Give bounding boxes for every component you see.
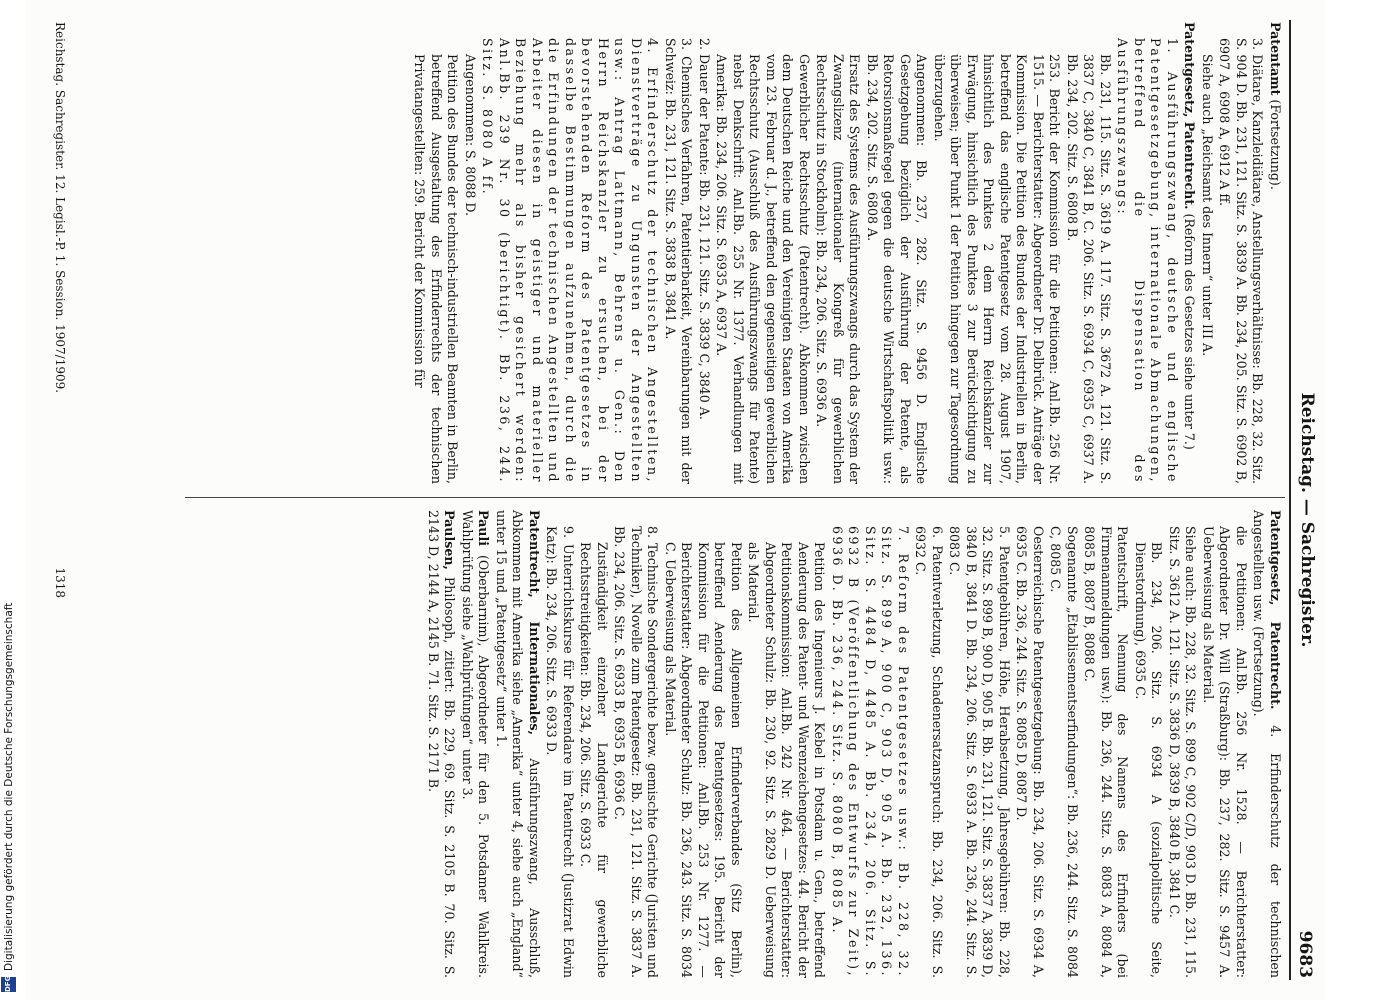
index-entry: Siehe auch „Reichsamt des Innern“ unter III A. (1200, 54, 1215, 357)
index-entry: 1. Ausführungszwang, deutsche und englische Patentgesetzgebung, internationale Abmachungen, betreffend die Dispensation des Ausführungszwangs: (1115, 38, 1180, 484)
index-entry: 253. Bericht der Kommission für die Petitionen: Anl.Bb. 256 Nr. 1515. — Berichterstatter: Abgeordneter Dr. Delbrück. Anträge der Kommission. Die Petition des Bundes der Industriellen in Berlin, betreffend das englische Patentgesetz vom 28. August 1907, hinsichtlich des Punktes 2 dem Herrn Reichskanzler zur Erwägung, hinsichtlich des Punktes 3 zur Berücksichtigung zu überweisen; über Punkt 1 der Petition hingegen zur Tagesordnung überzugehen. (932, 54, 1063, 484)
index-entry: 4. Erfinderschutz der technischen Angestellten, Dienstverträge zu Ungunsten der Angestellten usw.: Antrag Lattmann, Behrens u. Gen.: Den Herrn Reichskanzler zu ersuchen, bei der bevorstehenden Reform des Patentgesetzes in dasselbe Bestimmungen aufzunehmen, durch die die Erfindungen der technischen Angestellten und Arbeiter diesen in geistiger und materieller Beziehung mehr als bisher gesichert werden: Anl.Bb. 239 Nr. 30 (berichtigt). Bb. 236, 244. Sitz. S. 8080 A ff. (480, 38, 661, 484)
dfg-funding-note (1, 603, 16, 992)
index-entry: Zuständigkeit einzelner Landgerichte für gewerbliche Rechtsstreitigkeiten: Bb. 234, 206. Sitz. S. 6933 C. (578, 542, 610, 978)
index-entry: die Petitionen: Anl.Bb. 256 Nr. 1528. — Berichterstatter: Abgeordneter Dr. Will (Straßburg): Bb. 237, 282. Sitz. S. 9457 A. Ueberweisung als Material. (1201, 526, 1249, 978)
right-column (424, 510, 1284, 978)
index-entry: 5. Patentgebühren, Höhe, Herabsetzung, Jahresgebühren: Bb. 228, 32. Sitz. S. 899 B, 900 D, 905 B. Bb. 231, 121. Sitz. S. 3837 A, 3839 D, 3840 B, 3841 D. Bb. 234, 206. Sitz. S. 6933 A. Bb. 236, 244. Sitz. S. 8083 C. (947, 526, 1012, 978)
column-divider (185, 497, 1285, 498)
entry-keyword: Patentrecht, Internationales, (527, 510, 542, 735)
header-rule (1290, 20, 1292, 980)
index-entry: 9. Unterrichtskurse für Referendare im Patentrecht (Justizrat Edwin Katz): Bb. 234, 206. Sitz. S. 6933 D. (544, 526, 576, 978)
footer-sheet-number: 1318 (53, 567, 67, 598)
entry-keyword: Pauli (476, 510, 492, 547)
index-entry: Sogenannte „Etablissementserfindungen“: Bb. 236, 244. Sitz. S. 8084 C, 8085 C. (1048, 526, 1080, 978)
index-entry: Oesterreichische Patentgesetzgebung: Bb. 234, 206. Sitz. S. 6934 A, 6935 C. Bb. 236, 244. Sitz. S. 8085 D, 8087 D. (1014, 526, 1046, 978)
entry-keyword: Patentgesetz, Patentrecht. (1182, 22, 1198, 210)
page-number: 9683 (1295, 930, 1315, 978)
index-entry: 6. Patentverletzung, Schadenersatzanspruch: Bb. 234, 206. Sitz. S. 6932 C. (913, 526, 945, 978)
rotated-page (25, 0, 1325, 1000)
index-entry: Petition des Ingenieurs J. Kebel in Potsdam u. Gen., betreffend Aenderung des Patent- und Warenzeichengesetzes: 44. Bericht der Petitionskommission: Anl.Bb. 242 Nr. 464. — Berichterstatter: Abgeordneter Schulz: Bb. 230, 92. Sitz. S. 2829 D. Ueberweisung als Material. (746, 542, 828, 978)
index-entry: Patentamt (Fortsetzung). (1268, 22, 1283, 190)
index-entry: Bb. 234, 206. Sitz. S. 6934 A (sozialpolitische Seite, Dienstordnung), 6935 C. (1133, 542, 1165, 978)
index-entry: Patentrecht, Internationales, Ausführungszwang, Ausschluß, Abkommen mit Amerika siehe „Amerika“ unter 4, siehe auch „England“ unter 15 und „Patentgesetz“ unter 1. (494, 510, 542, 978)
entry-keyword: Patentamt (1268, 22, 1283, 96)
footer-publication: Reichstag. Sachregister. 12. Legisl.-P. 1. Session. 1907/1909. (53, 22, 67, 394)
index-entry: Patentgesetz, Patentrecht. (Reform des Gesetzes siehe unter 7.) (1182, 22, 1198, 450)
index-entry: Petition des Bundes der technisch-industriellen Beamten in Berlin, betreffend Ausgestaltung des Erfinderrechts der technischen Privatangestellten: 259. Bericht der Kommission für (412, 54, 461, 484)
index-entry: Gewerblicher Rechtsschutz (Patentrecht). Abkommen zwischen dem Deutschen Reiche und den Vereinigten Staaten von Amerika vom 23. Februar d. J., betreffend den gegenseitigen gewerblichen Rechtsschutz (Ausschluß des Ausführungszwangs für Patente) nebst Denkschrift: Anl.Bb. 255 Nr. 1377. Verhandlungen mit Amerika: Bb. 234, 206. Sitz. S. 6935 A, 6937 A. (714, 54, 812, 484)
index-entry: Petition des Allgemeinen Erfinderverbandes (Sitz Berlin), betreffend Aenderung des Patentgesetzes: 195. Bericht der Kommission für die Petitionen: Anl.Bb. 253 Nr. 1277. — Berichterstatter: Abgeordneter Schulz: Bb. 236, 243. Sitz. S. 8034 C. Ueberweisung als Material. (663, 542, 744, 978)
index-entry: Pauli (Oberbarnim), Abgeordneter für den 5. Potsdamer Wahlkreis. Wahlprüfung siehe „Wahlprüfungen“ unter 3. (460, 510, 492, 978)
index-entry: 8. Technische Sondergerichte bezw. gemischte Gerichte (Juristen und Techniker), Novelle zum Patentgesetz: Bb. 231, 121. Sitz. S. 3837 A. Bb. 234, 206. Sitz. S. 6933 B, 6935 B, 6936 C. (612, 526, 661, 978)
index-entry: Paulsen, Philosoph, zitiert: Bb. 229, 69. Sitz. S. 2105 B. 70. Sitz. S. 2143 D, 2144 A, 2145 B. 71. Sitz. S. 2171 B. (426, 510, 458, 978)
funding-text: Digitalisierung gefördert durch die Deutsche Forschungsgemeinschaft (2, 602, 15, 971)
left-column (410, 22, 1283, 484)
index-entry: Patentgesetz, Patentrecht. 4. Erfinderschutz der technischen Angestellten usw. (Fortsetzung). (1251, 510, 1283, 979)
index-entry: 2. Dauer der Patente: Bb. 231, 121. Sitz. S. 3839 C, 3840 A. (697, 38, 712, 420)
index-entry: 3. Diätare, Kanzleidiätare, Anstellungsverhältnisse: Bb. 228, 32. Sitz. S. 904 D. Bb. 231, 121. Sitz. S. 3839 A. Bb. 234, 205. Sitz. S. 6902 B, 6907 A, 6908 A, 6912 A ff. (1217, 38, 1266, 484)
index-entry: Siehe auch: Bb. 228, 32. Sitz. S. 899 C, 902 C/D, 903 D. Bb. 231, 115. Sitz. S. 3612 A. 121. Sitz. S. 3836 D, 3839 B, 3840 B, 3841 C. (1167, 526, 1199, 978)
entry-keyword: Paulsen, (442, 510, 458, 570)
entry-keyword: Patentgesetz, Patentrecht. (1268, 510, 1283, 710)
index-entry: 7. Reform des Patentgesetzes usw.: Bb. 228, 32. Sitz. S. 899 A, 900 C, 903 D, 905 A. Bb. 232, 136. Sitz. S. 4484 D, 4485 A. Bb. 234, 206. Sitz. S. 6932 B (Veröffentlichung des Entwurfs zur Zeit), 6936 D. Bb. 236, 244. Sitz. S. 8080 B, 8085 A. (830, 526, 911, 978)
page-header-title: Reichstag. — Sachregister. (1297, 392, 1317, 648)
index-entry: Patentschrift, Nennung des Namens des Erfinders (bei Firmenanmeldungen usw.): Bb. 236, 244. Sitz. S. 8083 A, 8084 A, 8085 B, 8087 B, 8088 C. (1082, 526, 1131, 978)
dfg-logo-icon: DFG (1, 977, 16, 992)
index-entry: Bb. 231, 115. Sitz. S. 3619 A. 117. Sitz. S. 3672 A. 121. Sitz. S. 3837 C, 3840 C, 3841 B, C. 206. Sitz. S. 6934 C, 6935 C, 6937 A. Bb. 234, 202. Sitz. S. 6808 B. (1065, 54, 1113, 484)
index-entry: Angenommen: Bb. 237, 282. Sitz. S. 9456 D. Englische Gesetzgebung bezüglich der Ausführung der Patente, als Retorsionsmaßregel gegen die deutsche Wirtschaftspolitik usw.: Bb. 234, 202. Sitz. S. 6808 A. (865, 54, 930, 484)
index-entry: 3. Chemisches Verfahren, Patentierbarkeit, Vereinbarungen mit der Schweiz: Bb. 231, 121. Sitz. S. 3838 B, 3841 A. (663, 38, 695, 484)
index-entry: Angenommen: S. 8088 D. (463, 54, 478, 216)
index-entry: Ersatz des Systems des Ausführungszwangs durch das System der Zwangslizenz (internationaler Kongreß für gewerblichen Rechtsschutz in Stockholm): Bb. 234, 206. Sitz. S. 6936 A. (814, 54, 863, 484)
